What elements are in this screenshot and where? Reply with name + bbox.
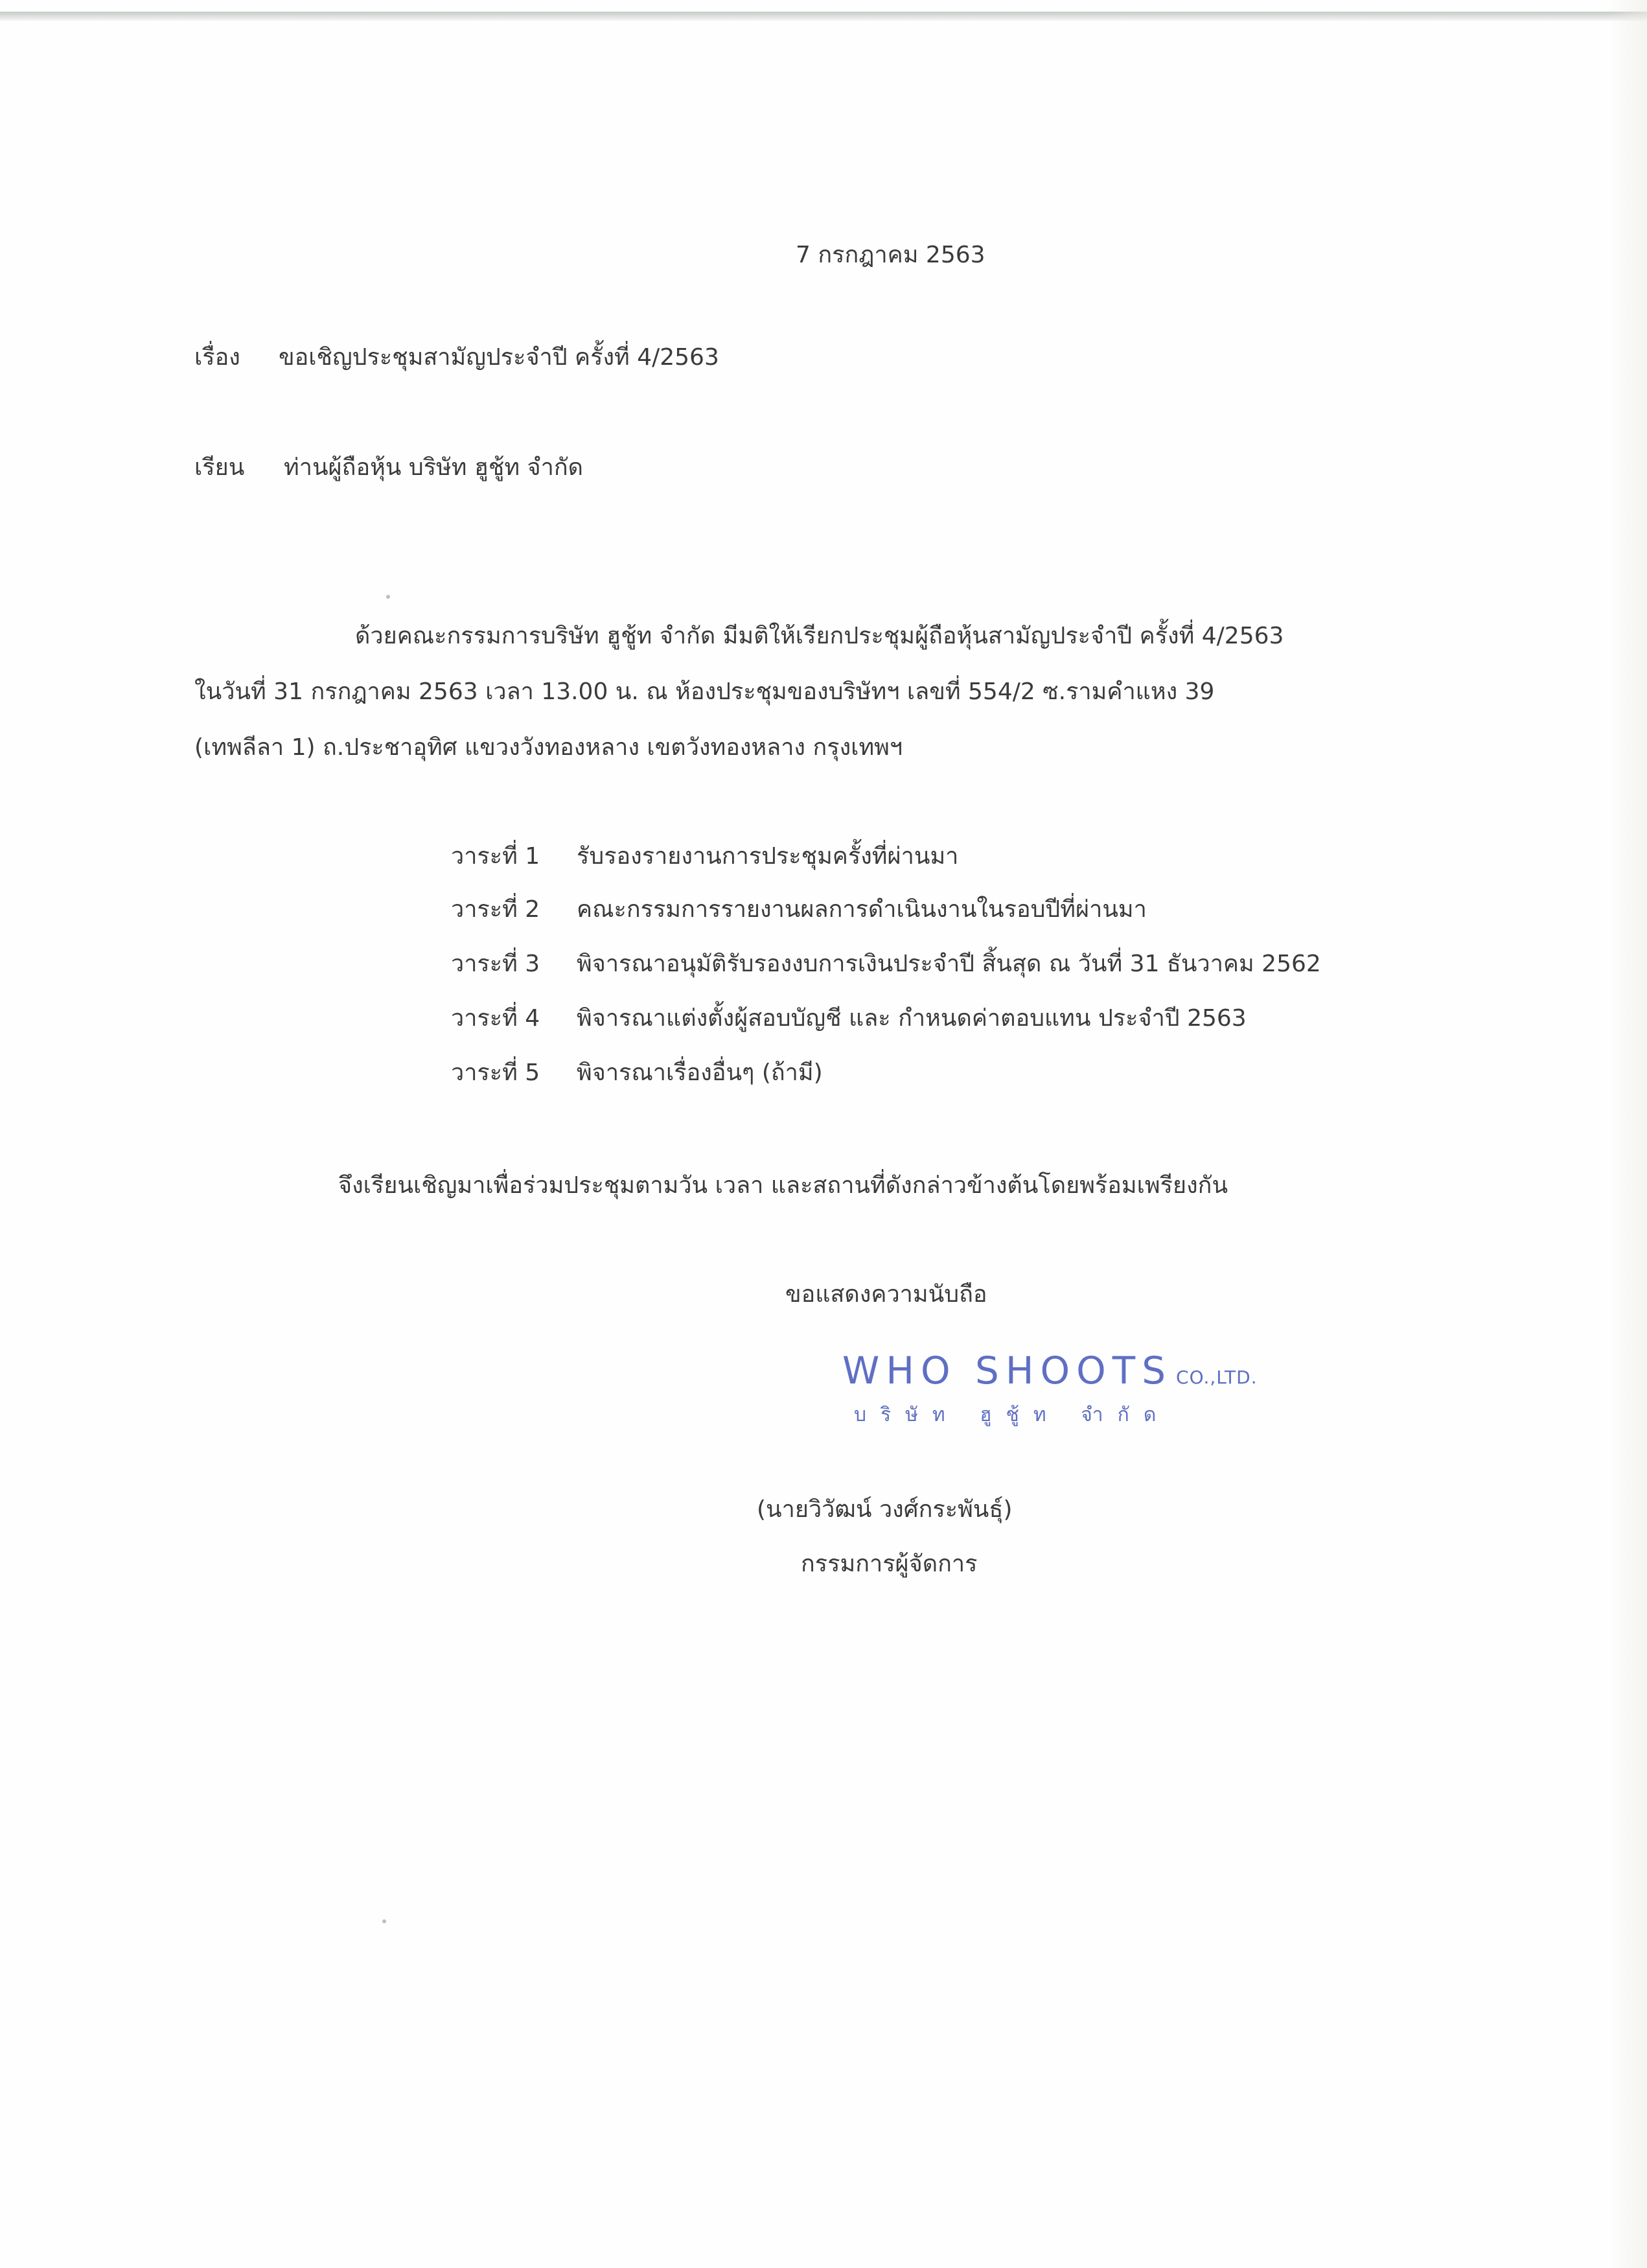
agenda-text-3: พิจารณาอนุมัติรับรองงบการเงินประจำปี สิ้นสุด ณ วันที่ 31 ธันวาคม 2562 [577,951,1321,977]
recipient-label: เรียน [194,454,245,481]
agenda-text-5: พิจารณาเรื่องอื่นๆ (ถ้ามี) [577,1059,823,1086]
stamp-english-line [842,1348,1258,1400]
recipient-text: ท่านผู้ถือหุ้น บริษัท ฮูชู้ท จำกัด [284,454,584,481]
body-line-2: ในวันที่ 31 กรกฎาคม 2563 เวลา 13.00 น. ณ ห้องประชุมของบริษัทฯ เลขที่ 554/2 ซ.รามคำแหง 39 [194,678,1215,705]
agenda-label-1: วาระที่ 1 [451,843,540,870]
stamp-company-name: WHO SHOOTS [842,1348,1173,1393]
letter-date: 7 กรกฎาคม 2563 [796,242,985,268]
stamp-thai-name: บริษัท ฮูชู้ท จำกัด [854,1404,1171,1426]
signer-position: กรรมการผู้จัดการ [801,1551,978,1577]
stamp-company-suffix: CO.,LTD. [1176,1367,1258,1388]
body-line-1: ด้วยคณะกรรมการบริษัท ฮูชู้ท จำกัด มีมติให้เรียกประชุมผู้ถือหุ้นสามัญประจำปี ครั้งที่ 4/2563 [355,623,1284,649]
company-stamp [842,1348,1257,1445]
body-line-3: (เทพลีลา 1) ถ.ประชาอุทิศ แขวงวังทองหลาง เขตวังทองหลาง กรุงเทพฯ [194,734,903,761]
subject-text: ขอเชิญประชุมสามัญประจำปี ครั้งที่ 4/2563 [279,344,719,371]
agenda-text-4: พิจารณาแต่งตั้งผู้สอบบัญชี และ กำหนดค่าตอบแทน ประจำปี 2563 [577,1005,1247,1032]
agenda-text-2: คณะกรรมการรายงานผลการดำเนินงานในรอบปีที่ผ่านมา [577,896,1147,923]
agenda-label-5: วาระที่ 5 [451,1059,540,1086]
subject-label: เรื่อง [194,344,240,371]
closing-line: จึงเรียนเชิญมาเพื่อร่วมประชุมตามวัน เวลา และสถานที่ดังกล่าวข้างต้นโดยพร้อมเพรียงกัน [338,1172,1228,1199]
scan-edge-top [0,12,1647,21]
agenda-label-3: วาระที่ 3 [451,951,540,977]
agenda-label-2: วาระที่ 2 [451,896,540,923]
scan-speck [382,1919,386,1923]
scan-edge-right [1608,0,1647,2268]
agenda-label-4: วาระที่ 4 [451,1005,540,1032]
scan-speck [386,595,390,599]
agenda-text-1: รับรองรายงานการประชุมครั้งที่ผ่านมา [577,843,959,870]
signer-name: (นายวิวัฒน์ วงศ์กระพันธุ์) [757,1496,1013,1523]
regards-line: ขอแสดงความนับถือ [785,1281,987,1308]
